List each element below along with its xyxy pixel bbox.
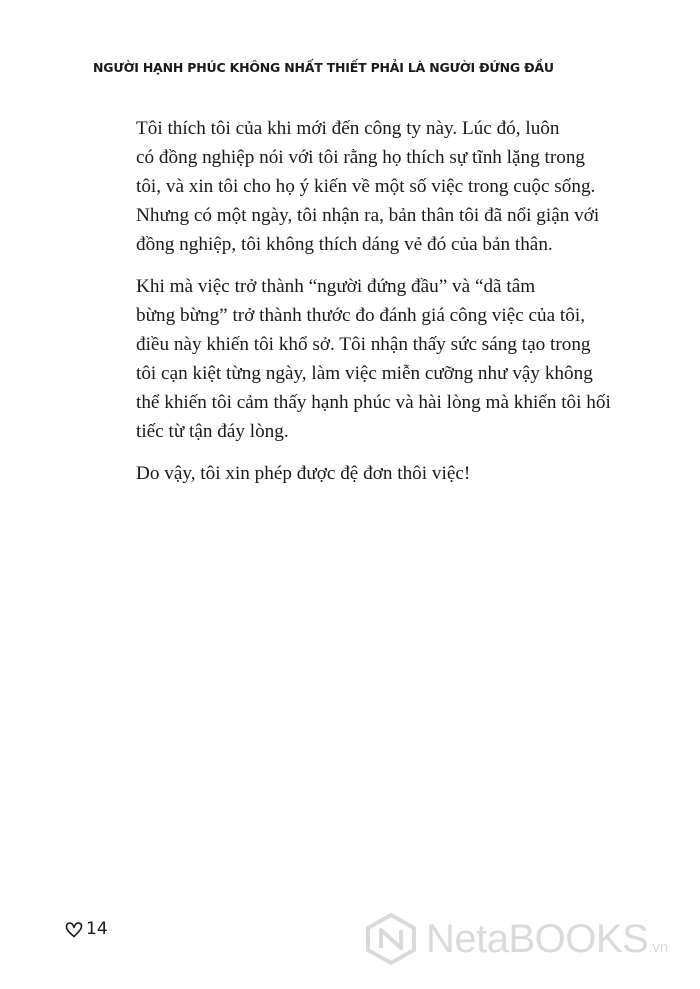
watermark-brand: NetaBOOKS [426,917,649,961]
text-line: Do vậy, tôi xin phép được đệ đơn thôi việc! [136,463,471,484]
text-line: Nhưng có một ngày, tôi nhận ra, bản thân tôi đã nổi giận với [136,205,600,226]
page-footer [64,919,108,939]
netabooks-logo-icon [364,912,418,966]
text-line: tôi cạn kiệt từng ngày, làm việc miễn cưỡng như vậy không [136,363,593,384]
paragraph-2 [92,272,637,446]
text-line: bừng bừng” trở thành thước đo đánh giá công việc của tôi, [136,305,585,326]
text-line: có đồng nghiệp nói với tôi rằng họ thích sự tĩnh lặng trong [136,147,586,168]
watermark [364,912,668,966]
paragraph-1 [92,114,637,259]
body-text [92,114,637,501]
paragraph-3 [92,459,637,488]
heart-outline-icon [64,919,84,939]
text-line: điều này khiến tôi khổ sở. Tôi nhận thấy sức sáng tạo trong [136,334,591,355]
text-line: Tôi thích tôi của khi mới đến công ty này. Lúc đó, luôn [136,118,560,139]
text-line: đồng nghiệp, tôi không thích dáng vẻ đó của bản thân. [136,234,553,255]
text-line: thể khiến tôi cảm thấy hạnh phúc và hài lòng mà khiến tôi hối [136,392,611,413]
watermark-text [426,919,668,959]
text-line: tôi, và xin tôi cho họ ý kiến về một số việc trong cuộc sống. [136,176,596,197]
page-number: 14 [86,919,108,939]
text-line: Khi mà việc trở thành “người đứng đầu” và “dã tâm [136,276,536,297]
running-header: NGƯỜI HẠNH PHÚC KHÔNG NHẤT THIẾT PHẢI LÀ NGƯỜI ĐỨNG ĐẦU [93,60,554,75]
text-line: tiếc từ tận đáy lòng. [136,421,289,442]
watermark-suffix: .vn [648,939,669,956]
